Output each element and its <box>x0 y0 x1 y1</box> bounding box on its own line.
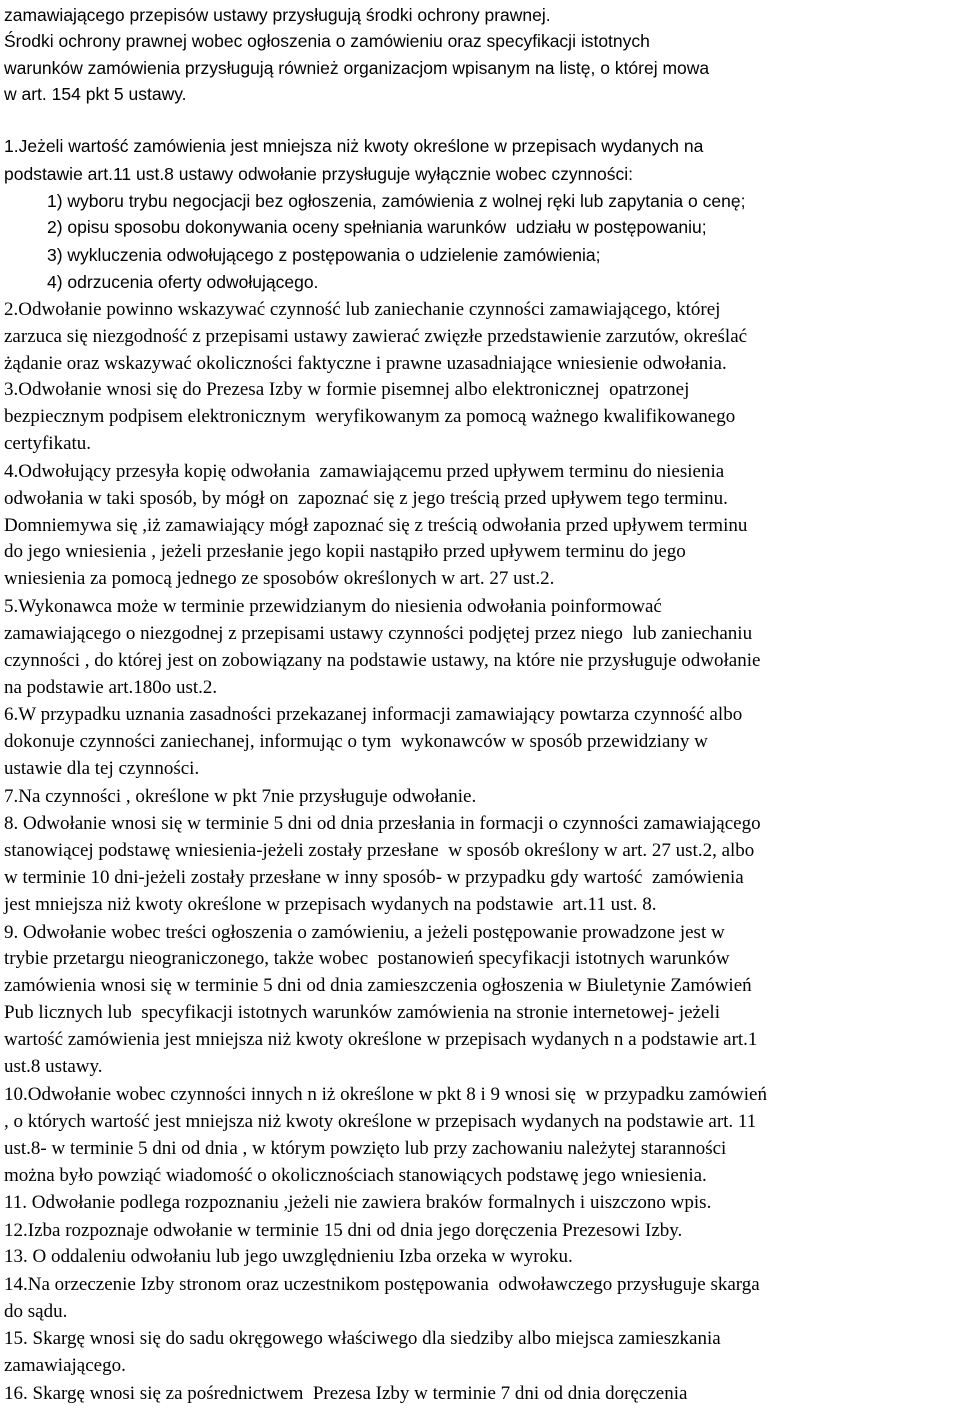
text-line: 1) wyboru trybu negocjacji bez ogłoszenia, zamówienia z wolnej ręki lub zapytania o cenę; <box>47 191 746 211</box>
text-line: stanowiącej podstawę wniesienia-jeżeli zostały przesłane w sposób określony w art. 27 ust.2, albo <box>4 840 755 861</box>
text-line: ust.8 ustawy. <box>4 1056 103 1077</box>
text-line: trybie przetargu nieograniczonego, także wobec postanowień specyfikacji istotnych warunków <box>4 948 730 969</box>
text-line: 12.Izba rozpoznaje odwołanie w terminie 15 dni od dnia jego doręczenia Prezesowi Izby. <box>4 1220 683 1241</box>
text-line: , o których wartość jest mniejsza niż kwoty określone w przepisach wydanych na podstawie art. 11 <box>4 1111 757 1132</box>
text-line: do sądu. <box>4 1301 68 1322</box>
text-line: 4) odrzucenia oferty odwołującego. <box>47 272 319 292</box>
text-line: na podstawie art.180o ust.2. <box>4 677 218 698</box>
text-line: w art. 154 pkt 5 ustawy. <box>4 84 187 104</box>
text-line: do jego wniesienia , jeżeli przesłanie jego kopii nastąpiło przed upływem terminu do jego <box>4 541 686 562</box>
text-line: wniesienia za pomocą jednego ze sposobów określonych w art. 27 ust.2. <box>4 568 555 589</box>
text-line: certyfikatu. <box>4 433 92 454</box>
text-line: Środki ochrony prawnej wobec ogłoszenia o zamówieniu oraz specyfikacji istotnych <box>4 31 650 51</box>
text-line: 8. Odwołanie wnosi się w terminie 5 dni od dnia przesłania in formacji o czynności zamawiającego <box>4 813 761 834</box>
text-line: jest mniejsza niż kwoty określone w przepisach wydanych na podstawie art.11 ust. 8. <box>4 894 657 915</box>
text-line: ustawie dla tej czynności. <box>4 758 200 779</box>
text-line: w terminie 10 dni-jeżeli zostały przesłane w inny sposób- w przypadku gdy wartość zamówienia <box>4 867 744 888</box>
text-line: 4.Odwołujący przesyła kopię odwołania zamawiającemu przed upływem terminu do niesienia <box>4 461 725 482</box>
text-line: bezpiecznym podpisem elektronicznym weryfikowanym za pomocą ważnego kwalifikowanego <box>4 406 736 427</box>
text-line: 3.Odwołanie wnosi się do Prezesa Izby w formie pisemnej albo elektronicznej opatrzonej <box>4 379 690 400</box>
text-line: 9. Odwołanie wobec treści ogłoszenia o zamówieniu, a jeżeli postępowanie prowadzone jest w <box>4 922 725 943</box>
text-line: zarzuca się niezgodność z przepisami ustawy zawierać zwięzłe przedstawienie zarzutów, określać <box>4 326 748 347</box>
text-line: podstawie art.11 ust.8 ustawy odwołanie przysługuje wyłącznie wobec czynności: <box>4 164 634 184</box>
text-line: Pub licznych lub specyfikacji istotnych warunków zamówienia na stronie internetowej- jeżeli <box>4 1002 720 1023</box>
text-line: można było powziąć wiadomość o okolicznościach stanowiących podstawę jego wniesienia. <box>4 1165 707 1186</box>
text-line: 1.Jeżeli wartość zamówienia jest mniejsza niż kwoty określone w przepisach wydanych na <box>4 136 704 156</box>
text-line: 10.Odwołanie wobec czynności innych n iż określone w pkt 8 i 9 wnosi się w przypadku zamówień <box>4 1084 767 1105</box>
text-line: 13. O oddaleniu odwołaniu lub jego uwzględnieniu Izba orzeka w wyroku. <box>4 1246 573 1267</box>
text-line: wartość zamówienia jest mniejsza niż kwoty określone w przepisach wydanych n a podstawie art.1 <box>4 1029 758 1050</box>
text-line: zamawiającego. <box>4 1355 126 1376</box>
text-line: 11. Odwołanie podlega rozpoznaniu ,jeżeli nie zawiera braków formalnych i uiszczono wpis. <box>4 1192 712 1213</box>
text-line: 14.Na orzeczenie Izby stronom oraz uczestnikom postępowania odwoławczego przysługuje skarga <box>4 1274 760 1295</box>
text-line: żądanie oraz wskazywać okoliczności faktyczne i prawne uzasadniające wniesienie odwołania. <box>4 353 727 374</box>
text-line: 16. Skargę wnosi się za pośrednictwem Prezesa Izby w terminie 7 dni od dnia doręczenia <box>4 1383 688 1404</box>
text-line: Domniemywa się ,iż zamawiający mógł zapoznać się z treścią odwołania przed upływem terminu <box>4 515 748 536</box>
text-line: ust.8- w terminie 5 dni od dnia , w którym powzięto lub przy zachowaniu należytej staranności <box>4 1138 727 1159</box>
text-line: dokonuje czynności zaniechanej, informując o tym wykonawców w sposób przewidziany w <box>4 731 708 752</box>
text-line: 6.W przypadku uznania zasadności przekazanej informacji zamawiający powtarza czynność albo <box>4 704 743 725</box>
text-line: 3) wykluczenia odwołującego z postępowania o udzielenie zamówienia; <box>47 245 601 265</box>
text-line: 2.Odwołanie powinno wskazywać czynność lub zaniechanie czynności zamawiającego, której <box>4 299 721 320</box>
text-line: warunków zamówienia przysługują również organizacjom wpisanym na listę, o której mowa <box>4 58 710 78</box>
text-line: 2) opisu sposobu dokonywania oceny spełniania warunków udziału w postępowaniu; <box>47 217 707 237</box>
text-line: zamawiającego o niezgodnej z przepisami ustawy czynności podjętej przez niego lub zaniechaniu <box>4 623 753 644</box>
text-line: zamówienia wnosi się w terminie 5 dni od dnia zamieszczenia ogłoszenia w Biuletynie Zamówień <box>4 975 752 996</box>
text-line: czynności , do której jest on zobowiązany na podstawie ustawy, na które nie przysługuje odwołanie <box>4 650 761 671</box>
text-line: 7.Na czynności , określone w pkt 7nie przysługuje odwołanie. <box>4 786 477 807</box>
text-line: 5.Wykonawca może w terminie przewidzianym do niesienia odwołania poinformować <box>4 596 662 617</box>
text-line: odwołania w taki sposób, by mógł on zapoznać się z jego treścią przed upływem tego terminu. <box>4 488 728 509</box>
text-line: zamawiającego przepisów ustawy przysługują środki ochrony prawnej. <box>4 5 551 25</box>
text-line: 15. Skargę wnosi się do sadu okręgowego właściwego dla siedziby albo miejsca zamieszkania <box>4 1328 721 1349</box>
